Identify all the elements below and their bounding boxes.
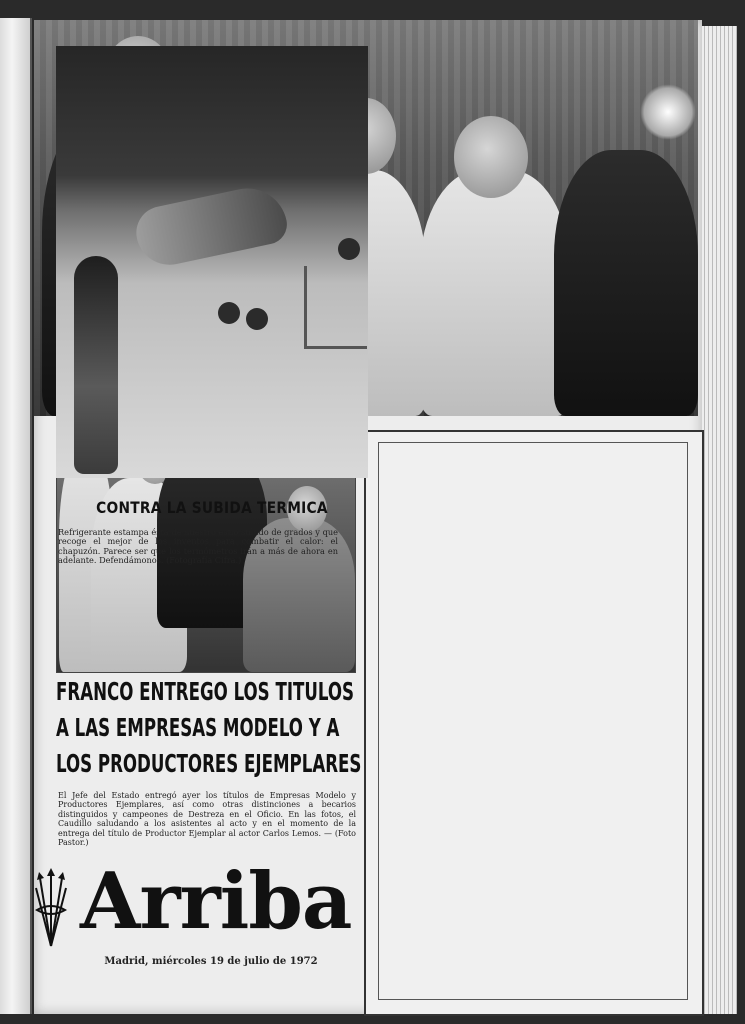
dateline: Madrid, miércoles 19 de julio de 1972 — [104, 956, 318, 967]
girl-in-bikini — [74, 256, 118, 474]
headline-line: A LAS EMPRESAS MODELO Y A — [56, 713, 340, 742]
yoke-and-arrows-icon — [34, 866, 68, 950]
left-page-edge — [0, 18, 32, 1014]
camera-flash — [640, 84, 696, 140]
photo-frame — [364, 430, 704, 1016]
photo-headline: CONTRA LA SUBIDA TERMICA — [96, 498, 328, 517]
diving-swimmer — [131, 181, 290, 271]
article-headline — [56, 674, 362, 782]
swimmer-head — [218, 302, 240, 324]
headline-line: LOS PRODUCTORES EJEMPLARES — [56, 749, 362, 778]
man-in-white-uniform — [420, 170, 570, 416]
article-caption: El Jefe del Estado entregó ayer los títulos de Empresas Modelo y Productores Ejemplares, así como otras distinciones a becarios distinguidos y campeones de Destreza en el Oficio. En las fotos, el Caudillo saludando a los asistentes al acto y en el momento de la entrega del título de Productor Ejemplar al actor Carlos Lemos. — (Foto Pastor.) — [58, 791, 356, 848]
head — [454, 116, 528, 198]
swimmer-head — [338, 238, 360, 260]
photo-frame-inner — [378, 442, 688, 1000]
swimmer-head — [246, 308, 268, 330]
pool-photo — [56, 46, 368, 478]
headline-line: FRANCO ENTREGO LOS TITULOS — [56, 677, 354, 706]
photographers — [554, 150, 698, 416]
masthead-title: Arriba — [80, 856, 352, 947]
newspaper-page — [34, 20, 702, 1014]
photo-caption: Refrigerante estampa ésta de nuestro estío subido de grados y que recoge el mejor de los inventos para combatir el calor: el chapuzón. Parece ser que los termómetros irán a más de ahora en adelante. Defendámonos. (Fotografía Cifra.) — [58, 527, 338, 566]
pool-ladder — [304, 266, 367, 349]
page-stack-edge — [700, 26, 737, 1014]
